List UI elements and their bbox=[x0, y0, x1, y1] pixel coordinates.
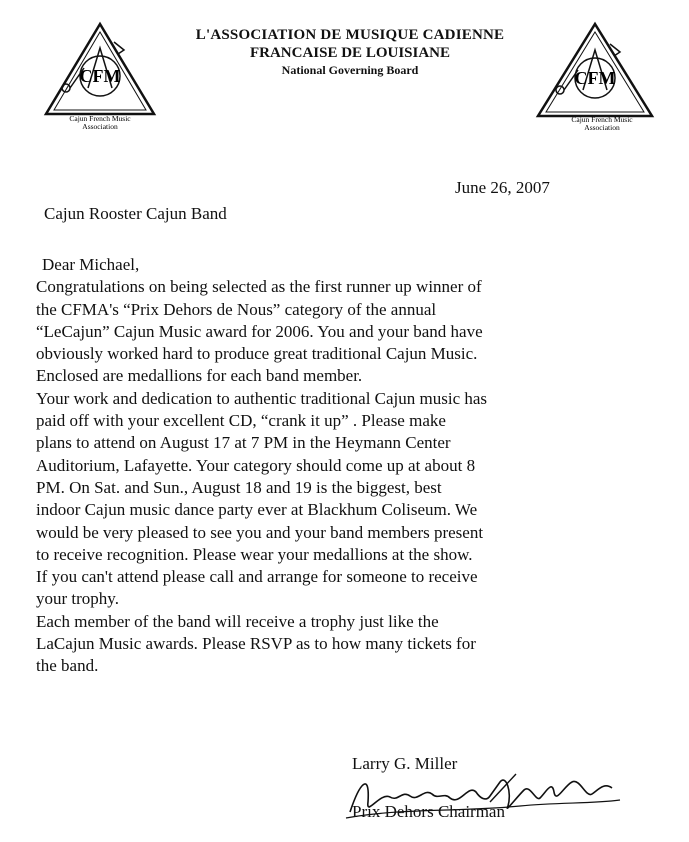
body-line: PM. On Sat. and Sun., August 18 and 19 is the biggest, best bbox=[36, 477, 442, 497]
org-name-line2: FRANCAISE DE LOUISIANE bbox=[249, 45, 451, 61]
logo-caption-line2: Association bbox=[82, 122, 118, 130]
body-line: the band. bbox=[36, 656, 99, 676]
logo-caption-line1: Cajun French Music bbox=[69, 114, 131, 123]
body-line: Each member of the band will receive a trophy just like the bbox=[36, 611, 439, 631]
body-line: LaCajun Music awards. Please RSVP as to how many tickets for bbox=[36, 634, 476, 654]
body-line: plans to attend on August 17 at 7 PM in the Heymann Center bbox=[36, 433, 451, 453]
body-line: obviously worked hard to produce great traditional Cajun Music. bbox=[36, 344, 478, 364]
org-name-line1: L'ASSOCIATION DE MUSIQUE CADIENNE bbox=[195, 27, 505, 43]
signature-block bbox=[340, 748, 670, 833]
logo-monogram: CFM bbox=[79, 66, 121, 86]
logo-caption-line1: Cajun French Music bbox=[571, 115, 633, 124]
body-line: would be very pleased to see you and your band members present bbox=[36, 522, 484, 542]
cfma-logo-left bbox=[40, 18, 160, 130]
logo-monogram: CFM bbox=[574, 68, 616, 88]
logo-caption-line2: Association bbox=[584, 123, 620, 130]
body-line: your trophy. bbox=[36, 589, 119, 609]
letter-body bbox=[36, 254, 656, 678]
cfma-logo-right bbox=[530, 18, 660, 130]
body-line: Enclosed are medallions for each band member. bbox=[36, 366, 363, 386]
org-board-line: National Governing Board bbox=[281, 63, 419, 77]
letterhead bbox=[170, 26, 530, 78]
body-line: indoor Cajun music dance party ever at Blackhum Coliseum. We bbox=[36, 500, 478, 520]
body-line: Your work and dedication to authentic traditional Cajun music has bbox=[36, 388, 488, 408]
body-line: If you can't attend please call and arrange for someone to receive bbox=[36, 567, 478, 587]
body-line: paid off with your excellent CD, “crank it up” . Please make bbox=[36, 411, 446, 431]
letter-date: June 26, 2007 bbox=[455, 178, 550, 197]
recipient-name: Cajun Rooster Cajun Band bbox=[44, 204, 227, 223]
body-line: Congratulations on being selected as the first runner up winner of bbox=[36, 277, 482, 297]
salutation: Dear Michael, bbox=[42, 255, 140, 274]
body-line: the CFMA's “Prix Dehors de Nous” category of the annual bbox=[36, 299, 437, 319]
signer-title: Prix Dehors Chairman bbox=[352, 802, 505, 821]
body-line: to receive recognition. Please wear your medallions at the show. bbox=[36, 544, 473, 564]
body-line: “LeCajun” Cajun Music award for 2006. You and your band have bbox=[36, 321, 483, 341]
signer-name: Larry G. Miller bbox=[352, 754, 458, 773]
body-line: Auditorium, Lafayette. Your category should come up at about 8 bbox=[36, 455, 476, 475]
